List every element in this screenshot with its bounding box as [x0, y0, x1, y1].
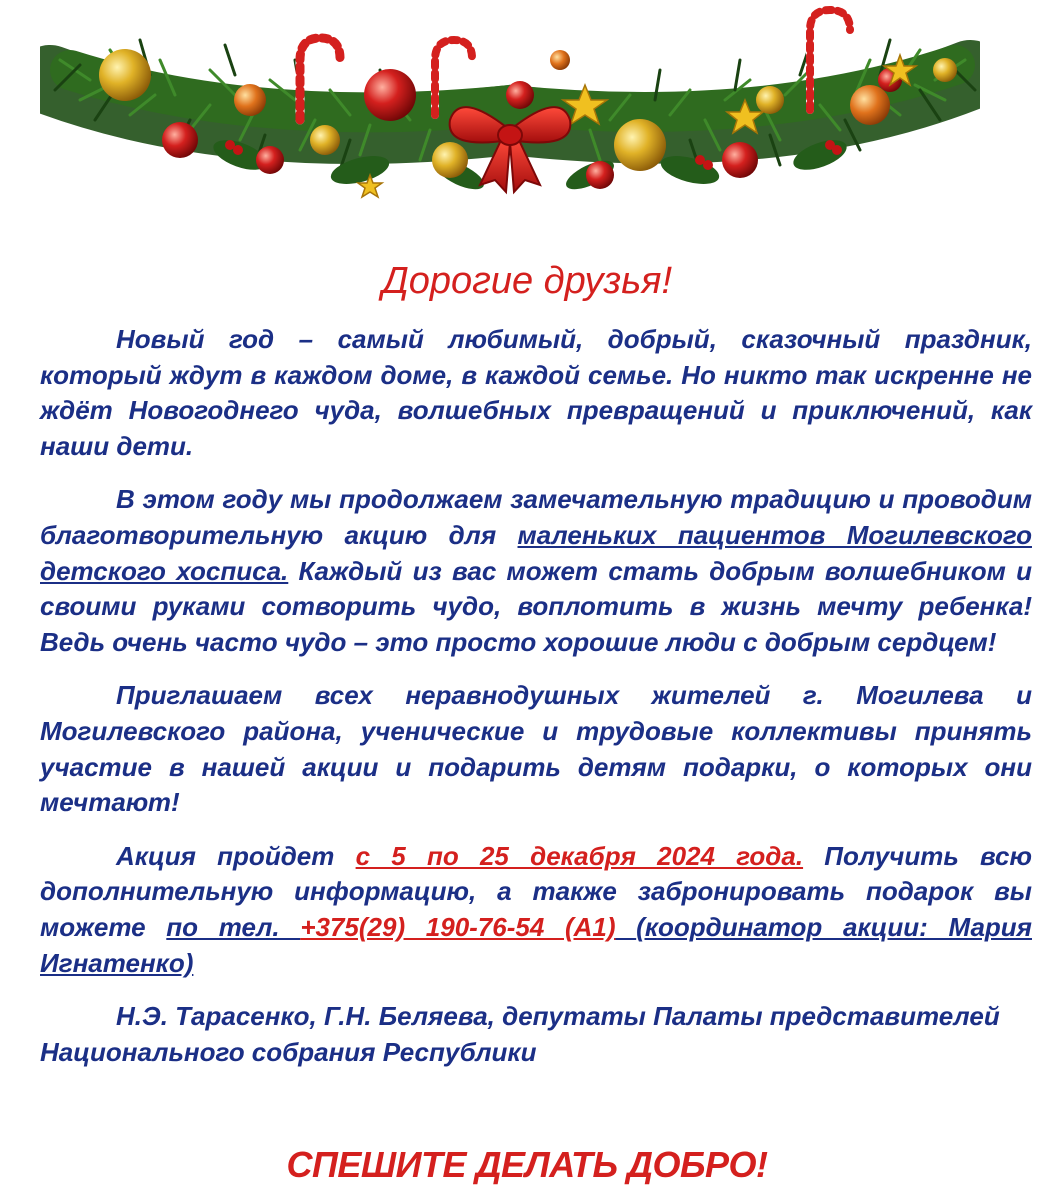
footer-slogan: СПЕШИТЕ ДЕЛАТЬ ДОБРО!	[286, 1144, 768, 1185]
hospice-patients-underlined: маленьких пациентов Могилевского детского хосписа.	[40, 519, 1032, 586]
paragraph-invitation: Приглашаем всех неравнодушных жителей г. Могилева и Могилевского района, ученические и трудовые коллективы принять участие в нашей акции и подарить детям подарки, о которых они мечтают!	[40, 680, 1032, 818]
phone-prefix: по тел.	[166, 911, 301, 942]
phone-space	[616, 912, 637, 942]
paragraph-action-text: В этом году мы продолжаем замечательную традицию и проводим благотворительную акцию для	[40, 484, 1032, 550]
phone-number: +375(29) 190-76-54 (А1)	[300, 911, 616, 942]
action-dates: с 5 по 25 декабря 2024 года.	[355, 840, 804, 871]
letter-body	[40, 322, 1032, 1088]
christmas-garland-image	[40, 0, 980, 215]
paragraph-action	[40, 482, 1032, 660]
signature: Н.Э. Тарасенко, Г.Н. Беляева, депутаты Палаты представителей Национального собрания Республики	[40, 1001, 1000, 1067]
paragraph-details	[40, 839, 1032, 981]
info-text: Получить всю дополнительную информацию, а также забронировать подарок вы можете	[40, 840, 1032, 942]
action-intro-text: Акция пройдет	[116, 840, 356, 871]
coordinator-name: (координатор акции: Мария Игнатенко)	[40, 911, 1032, 978]
page-title: Дорогие друзья!	[381, 260, 673, 302]
paragraph-action-continuation: Каждый из вас может стать добрым волшебником и своими руками сотворить чудо, воплотить в жизнь мечту ребенка! Ведь очень часто чудо – это просто хорошие люди с добрым сердцем!	[40, 555, 1032, 657]
paragraph-intro: Новый год – самый любимый, добрый, сказочный праздник, который ждут в каждом доме, в каждой семье. Но никто так искренне не ждёт Новогоднего чуда, волшебных превращений и приключений, как наши дети.	[40, 324, 1032, 461]
